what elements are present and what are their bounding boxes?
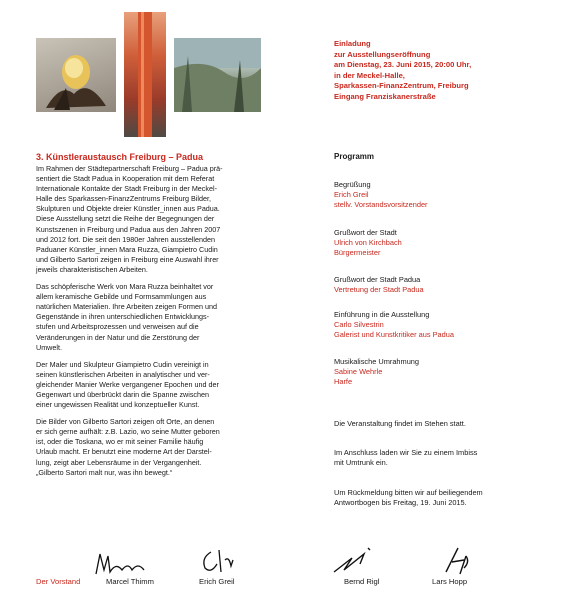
text-line: lung, zeigt aber Lebensräume in der Vergangenheit.	[36, 457, 202, 467]
programm-item	[334, 180, 544, 211]
exhibition-text	[36, 152, 298, 485]
programm-item-speaker: Ulrich von Kirchbach	[334, 238, 402, 248]
artwork-red-pillar-photo	[124, 12, 166, 137]
text-line: mit Umtrunk ein.	[334, 458, 388, 468]
programm-section	[334, 152, 544, 161]
signature-erich-greil	[197, 546, 241, 576]
text-line: Urlaub macht. Er benutzt eine moderne Art der Darstel-	[36, 447, 212, 457]
invitation-block	[334, 39, 471, 103]
text-line: Gegenstände in ihren unterschiedlichen Entwicklungs-	[36, 312, 210, 322]
text-line: „Gilberto Sartori malt nur, was ihn bewegt.“	[36, 467, 173, 477]
text-line: Im Anschluss laden wir Sie zu einem Imbiss	[334, 448, 478, 457]
board-label: Der Vorstand	[36, 577, 81, 586]
text-line: einer ungewissen Realität und konzeptueller Kunst.	[36, 400, 200, 410]
signature-name: Bernd Rigl	[344, 577, 380, 586]
note-rsvp	[334, 488, 544, 509]
text-line: sentiert die Stadt Padua in Kooperation mit dem Referat	[36, 174, 215, 184]
text-line: Kunstszenen in Freiburg und Padua aus den Jahren 2007	[36, 224, 221, 234]
invitation-line: Eingang Franziskanerstraße	[334, 91, 436, 101]
signature-name: Marcel Thimm	[106, 577, 154, 586]
text-line: er sich gerne aufhält: z.B. Lazio, wo seine Mutter geboren	[36, 427, 220, 437]
programm-title: Programm	[334, 152, 375, 161]
text-line: Paduaner Künstler_innen Mara Ruzza, Giampietro Cudin	[36, 244, 218, 254]
text-line: Im Rahmen der Städtepartnerschaft Freiburg – Padua prä-	[36, 164, 223, 173]
text-line: Diese Ausstellung setzt die Reihe der Begegnungen der	[36, 214, 215, 224]
programm-item-label: Grußwort der Stadt	[334, 228, 397, 237]
exhibition-title: 3. Künstleraustausch Freiburg – Padua	[36, 152, 204, 162]
invitation-line: am Dienstag, 23. Juni 2015, 20:00 Uhr,	[334, 60, 472, 70]
text-line: und 2012 fort. Die seit den 1980er Jahren ausstellenden	[36, 234, 216, 244]
programm-item-label: Grußwort der Stadt Padua	[334, 275, 421, 284]
invitation-line: in der Meckel-Halle,	[334, 70, 405, 80]
text-line: seinen künstlerischen Arbeiten in analytischer und ver-	[36, 369, 210, 379]
text-line: Um Rückmeldung bitten wir auf beiliegendem	[334, 488, 483, 497]
invitation-line: zur Ausstellungseröffnung	[334, 49, 431, 59]
text-line: Die Veranstaltung findet im Stehen statt.	[334, 419, 466, 428]
signature-lars-hopp	[438, 540, 474, 576]
text-line: Das schöpferische Werk von Mara Ruzza beinhaltet vor	[36, 282, 214, 292]
text-line: Veränderungen in der Natur und die Zerstörung der	[36, 332, 200, 342]
text-line: Die Bilder von Gilberto Sartori zeigen oft Orte, an denen	[36, 417, 215, 427]
signature-bernd-rigl	[330, 544, 380, 576]
programm-item-label: Begrüßung	[334, 180, 371, 189]
programm-item-role: Harfe	[334, 377, 353, 387]
text-line: natürlichen Materialien. Ihre Arbeiten zeigen Formen und	[36, 302, 217, 312]
invitation-line: Sparkassen-FinanzZentrum, Freiburg	[334, 81, 469, 91]
paragraph-gilberto-sartori	[36, 417, 298, 478]
text-line: jeweils charakteristischen Arbeiten.	[36, 264, 148, 274]
programm-item-speaker: Vertretung der Stadt Padua	[334, 285, 424, 295]
programm-item-role: Galerist und Kunstkritiker aus Padua	[334, 330, 454, 340]
text-line: und Gilberto Sartori zeigen in Freiburg eine Auswahl ihrer	[36, 254, 219, 264]
programm-item	[334, 228, 544, 259]
text-line: ist, oder die Toskana, wo er mit seiner Familie häufig	[36, 437, 204, 447]
text-line: Halle des Sparkassen-FinanzZentrums Freiburg Bilder,	[36, 194, 211, 204]
programm-item-speaker: Sabine Wehrle	[334, 367, 383, 377]
programm-item	[334, 275, 544, 295]
text-line: Internationale Kontakte der Stadt Freiburg in der Meckel-	[36, 184, 217, 194]
programm-item-speaker: Erich Greil	[334, 190, 369, 200]
signature-name: Lars Hopp	[432, 577, 468, 586]
invitation-line: Einladung	[334, 39, 371, 48]
programm-item-speaker: Carlo Silvestrin	[334, 320, 384, 330]
signature-name: Erich Greil	[199, 577, 235, 586]
programm-item-label: Musikalische Umrahmung	[334, 357, 420, 366]
note-standing	[334, 419, 544, 429]
signature-marcel-thimm	[92, 548, 152, 578]
programm-item	[334, 310, 544, 341]
programm-item-label: Einführung in die Ausstellung	[334, 310, 430, 319]
programm-item-role: Bürgermeister	[334, 248, 381, 258]
artwork-landscape-painting	[174, 38, 261, 112]
text-line: Umwelt.	[36, 342, 62, 352]
programm-item-role: stellv. Vorstandsvorsitzender	[334, 200, 428, 210]
text-line: gleichender Manier Werke vergangener Epochen und der	[36, 379, 219, 389]
note-imbiss	[334, 448, 544, 469]
paragraph-giampietro-cudin	[36, 360, 298, 410]
text-line: Der Maler und Skulpteur Giampietro Cudin vereinigt in	[36, 359, 209, 369]
paragraph-mara-ruzza	[36, 282, 298, 353]
text-line: allem keramische Gebilde und Formsammlungen aus	[36, 292, 207, 302]
text-line: Antwortbogen bis Freitag, 19. Juni 2015.	[334, 498, 467, 508]
text-line: Gegenwart und überbrückt darin die Spanne zwischen	[36, 389, 210, 399]
text-line: Skulpturen und Objekte dreier Künstler_innen aus Padua.	[36, 204, 220, 214]
programm-item	[334, 357, 544, 388]
paragraph-intro	[36, 164, 298, 275]
artwork-ceramic-photo	[36, 38, 116, 112]
text-line: stufen und Arbeitsprozessen und verweisen auf die	[36, 322, 199, 332]
